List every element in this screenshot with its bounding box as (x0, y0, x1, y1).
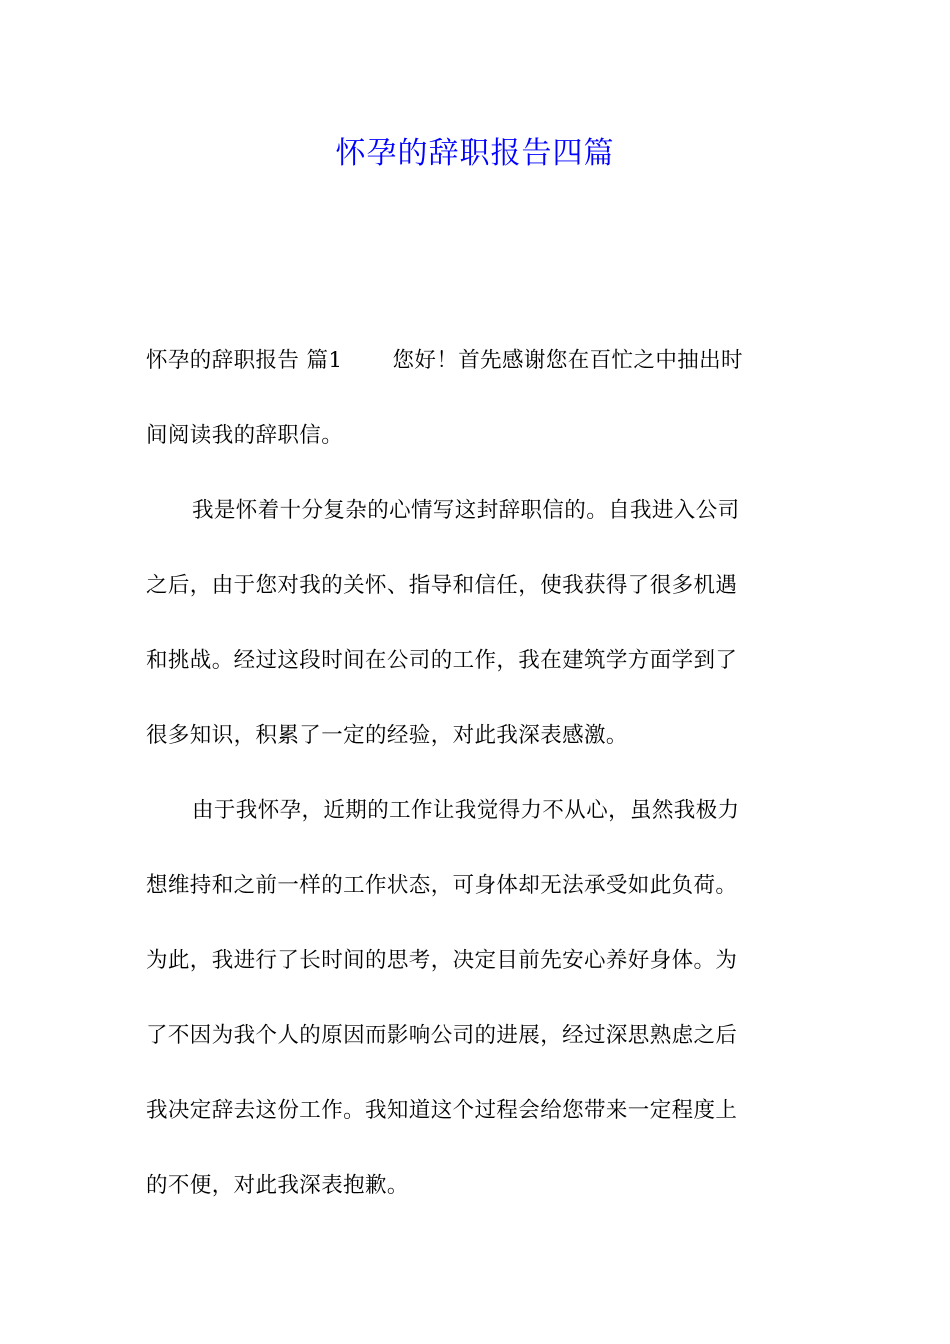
paragraph-text: 您好！首先感谢您在百忙之中抽出时 (392, 348, 743, 373)
paragraph-line: 间阅读我的辞职信。 (146, 423, 344, 448)
paragraph-line: 很多知识，积累了一定的经验，对此我深表感激。 (146, 723, 628, 748)
paragraph-line: 为此，我进行了长时间的思考，决定目前先安心养好身体。为 (146, 948, 738, 973)
paragraph-line: 的不便，对此我深表抱歉。 (146, 1173, 409, 1198)
paragraph-line: 和挑战。经过这段时间在公司的工作，我在建筑学方面学到了 (146, 648, 738, 673)
paragraph-line (146, 341, 806, 416)
document-title: 怀孕的辞职报告四篇 (335, 136, 615, 171)
paragraph-line: 由于我怀孕，近期的工作让我觉得力不从心，虽然我极力 (192, 798, 740, 823)
paragraph-line: 了不因为我个人的原因而影响公司的进展，经过深思熟虑之后 (146, 1023, 738, 1048)
section-heading: 怀孕的辞职报告 篇1 (146, 348, 343, 373)
paragraph-line: 我是怀着十分复杂的心情写这封辞职信的。自我进入公司 (192, 498, 740, 523)
document-body (146, 341, 806, 1241)
paragraph-line: 我决定辞去这份工作。我知道这个过程会给您带来一定程度上 (146, 1098, 738, 1123)
paragraph-line: 之后，由于您对我的关怀、指导和信任，使我获得了很多机遇 (146, 573, 738, 598)
paragraph-line: 想维持和之前一样的工作状态，可身体却无法承受如此负荷。 (146, 873, 738, 898)
